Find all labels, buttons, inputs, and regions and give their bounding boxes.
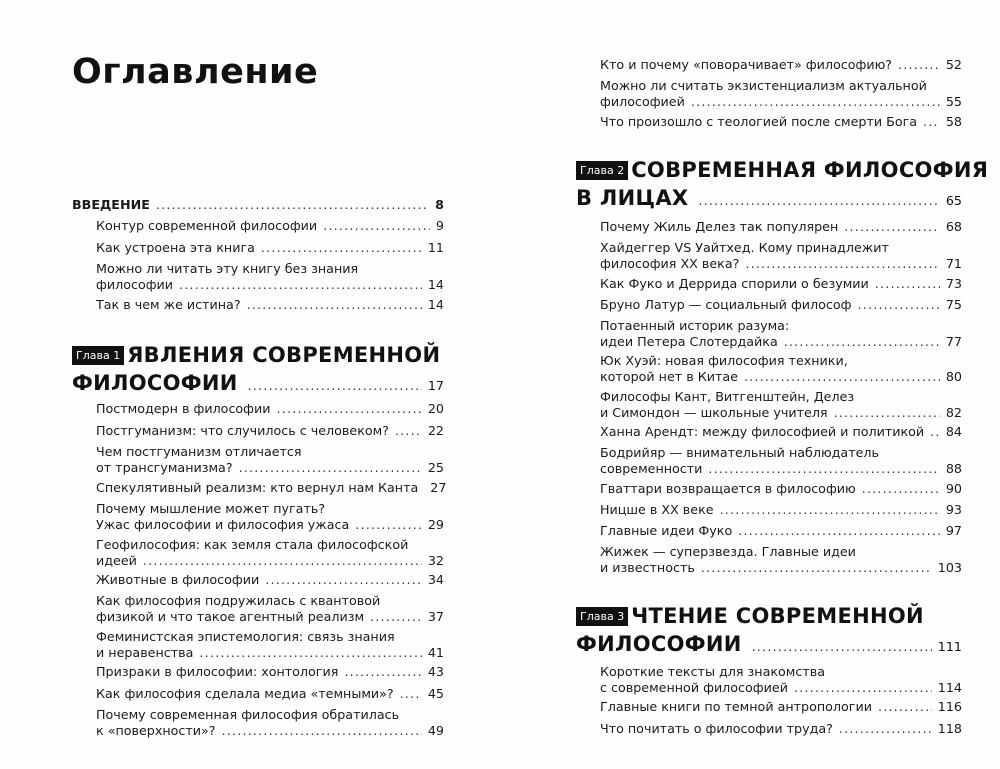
entry-title-line: Феминистская эпистемология: связь знания	[96, 629, 395, 644]
leader-dots	[179, 277, 422, 293]
entry-title-line: и неравенства	[96, 644, 194, 660]
leader-dots	[858, 297, 940, 313]
page-number: 93	[945, 502, 962, 517]
leader-dots	[222, 723, 422, 739]
chapter-title-text: В ЛИЦАХ	[576, 186, 689, 210]
leader-dots	[143, 553, 422, 569]
leader-dots	[199, 645, 421, 661]
toc-entry[interactable]	[96, 218, 444, 234]
page-number: 77	[945, 333, 962, 349]
page-number: 111	[937, 639, 962, 654]
page-number: 14	[427, 297, 444, 312]
toc-entry[interactable]	[96, 572, 444, 588]
page-number: 43	[427, 664, 444, 679]
toc-entry[interactable]	[600, 276, 962, 292]
entry-title-line: Контур современной философии	[96, 218, 318, 233]
leader-dots	[355, 517, 422, 533]
entry-title-line: Постмодерн в философии	[96, 401, 271, 416]
entry-title-line: Гваттари возвращается в философию	[600, 481, 856, 496]
page-number: 37	[427, 608, 444, 624]
entry-title-line: философии	[96, 276, 174, 292]
page-number: 71	[945, 255, 962, 271]
entry-title-line: Как устроена эта книга	[96, 240, 255, 255]
page-number: 14	[427, 276, 444, 292]
chapter-title-text: ФИЛОСОФИИ	[72, 371, 238, 395]
entry-title-line: Так в чем же истина?	[96, 297, 241, 312]
toc-entry[interactable]	[600, 219, 962, 235]
toc-entry[interactable]	[600, 318, 962, 349]
entry-title-line: Что произошло с теологией после смерти Бога	[600, 114, 918, 129]
chapter-title-text: ФИЛОСОФИИ	[576, 632, 742, 656]
entry-title-line: Бодрийяр — внимательный наблюдатель	[600, 445, 879, 460]
page-number: 45	[427, 686, 444, 701]
chapter-badge: Глава 2	[576, 161, 628, 180]
page-number: 17	[427, 378, 444, 393]
page-number: 75	[945, 297, 962, 312]
leader-dots	[708, 461, 939, 477]
page-number: 41	[427, 644, 444, 660]
leader-dots	[744, 369, 940, 385]
entry-title-line: Что почитать о философии труда?	[600, 721, 833, 736]
toc-entry[interactable]	[96, 537, 444, 568]
page-number: 103	[937, 559, 962, 575]
leader-dots	[247, 297, 422, 313]
page-number: 88	[945, 460, 962, 476]
toc-entry-intro[interactable]	[72, 197, 444, 213]
toc-entry[interactable]	[96, 444, 444, 475]
toc-entry[interactable]	[96, 686, 444, 702]
entry-title-line: физикой и что такое агентный реализм	[96, 608, 365, 624]
leader-dots	[277, 401, 422, 417]
entry-title-line: Кто и почему «поворачивает» философию?	[600, 57, 893, 72]
toc-entry[interactable]	[96, 629, 444, 660]
leader-dots	[862, 481, 940, 497]
leader-dots	[752, 639, 932, 654]
chapter-title-text: СОВРЕМЕННАЯ ФИЛОСОФИЯ	[631, 158, 989, 182]
page-number: 34	[427, 572, 444, 587]
leader-dots	[720, 502, 940, 518]
entry-title-line: Как Фуко и Деррида спорили о безумии	[600, 276, 869, 291]
chapter-heading-2[interactable]	[576, 156, 989, 212]
toc-entry[interactable]	[600, 57, 962, 73]
page-number: 27	[430, 480, 447, 495]
entry-title-line: Ницше в XX веке	[600, 502, 714, 517]
leader-dots	[344, 664, 421, 680]
leader-dots	[691, 94, 940, 110]
entry-title-line: к «поверхности»?	[96, 722, 216, 738]
entry-title: ВВЕДЕНИЕ	[72, 197, 150, 212]
leader-dots	[834, 405, 940, 421]
leader-dots	[930, 424, 940, 440]
entry-title-line: Философы Кант, Витгенштейн, Делез	[600, 389, 855, 404]
page-number: 73	[945, 276, 962, 291]
leader-dots	[745, 256, 940, 272]
leader-dots	[370, 609, 422, 625]
entry-title-line: современности	[600, 460, 703, 476]
entry-title-line: Почему Жиль Делез так популярен	[600, 219, 839, 234]
chapter-title-text: ЯВЛЕНИЯ СОВРЕМЕННОЙ	[127, 343, 441, 367]
leader-dots	[784, 334, 940, 350]
toc-entry[interactable]	[96, 240, 444, 256]
entry-title-line: Почему современная философия обратилась	[96, 707, 400, 722]
page-number: 114	[937, 679, 962, 695]
toc-entry[interactable]	[600, 78, 962, 109]
entry-title-line: Можно ли читать эту книгу без знания	[96, 261, 359, 276]
toc-entry[interactable]	[96, 261, 444, 292]
entry-title-line: с современной философией	[600, 679, 788, 695]
entry-title-line: от трансгуманизма?	[96, 459, 233, 475]
entry-title-line: философия XX века?	[600, 255, 740, 271]
toc-entry[interactable]	[600, 502, 962, 518]
page-number: 8	[435, 197, 444, 212]
page-number: 82	[945, 404, 962, 420]
entry-title-line: Призраки в философии: хонтология	[96, 664, 339, 679]
page-number: 52	[945, 57, 962, 72]
page-number: 65	[945, 193, 962, 208]
leader-dots	[794, 680, 932, 696]
page-number: 118	[937, 721, 962, 736]
toc-entry[interactable]	[96, 593, 444, 624]
toc-entry[interactable]	[96, 423, 444, 439]
entry-title-line: Главные книги по темной антропологии	[600, 699, 872, 714]
leader-dots	[248, 378, 422, 393]
page-number: 116	[937, 699, 962, 714]
toc-entry[interactable]	[96, 401, 444, 417]
leader-dots	[698, 193, 939, 208]
toc-entry[interactable]	[600, 523, 962, 539]
page-number: 22	[427, 423, 444, 438]
leader-dots	[898, 57, 940, 73]
entry-title-line: идеей	[96, 552, 137, 568]
entry-title-line: Животные в философии	[96, 572, 260, 587]
leader-dots	[701, 560, 932, 576]
toc-entry[interactable]	[96, 664, 444, 680]
entry-title-line: Ханна Арендт: между философией и политикой	[600, 424, 925, 439]
page-number: 9	[435, 218, 444, 233]
entry-title-line: Геофилософия: как земля стала философской	[96, 537, 409, 552]
page-number: 32	[427, 552, 444, 568]
entry-title-line: и Симондон — школьные учителя	[600, 404, 828, 420]
entry-title-line: Юк Хуэй: новая философия техники,	[600, 353, 848, 368]
page-number: 49	[427, 722, 444, 738]
page-number: 80	[945, 368, 962, 384]
entry-title-line: Главные идеи Фуко	[600, 523, 733, 538]
page-title: Оглавление	[72, 52, 319, 92]
page-number: 20	[427, 401, 444, 416]
leader-dots	[875, 276, 940, 292]
entry-title-line: которой нет в Китае	[600, 368, 738, 384]
entry-title-line: идеи Петера Слотердайка	[600, 333, 778, 349]
chapter-title-line	[576, 156, 989, 184]
toc-entry[interactable]	[96, 480, 447, 496]
leader-dots	[844, 219, 940, 235]
entry-title-line: философией	[600, 93, 685, 109]
leader-dots	[839, 721, 932, 737]
toc-entry[interactable]	[600, 240, 962, 271]
leader-dots	[239, 460, 422, 476]
entry-title-line: и известность	[600, 559, 695, 575]
page-number: 11	[427, 240, 444, 255]
page-number: 84	[945, 424, 962, 439]
toc-entry[interactable]	[600, 424, 962, 440]
page-number: 29	[427, 516, 444, 532]
entry-title-line: Постгуманизм: что случилось с человеком?	[96, 423, 389, 438]
toc-entry[interactable]	[600, 114, 962, 130]
toc-entry[interactable]	[96, 501, 444, 532]
page-number: 58	[945, 114, 962, 129]
chapter-badge: Глава 3	[576, 607, 628, 626]
toc-entry[interactable]	[600, 297, 962, 313]
chapter-title-line	[72, 341, 444, 369]
toc-entry[interactable]	[600, 445, 962, 476]
leader-dots	[261, 240, 422, 256]
page-number: 25	[427, 459, 444, 475]
toc-entry[interactable]	[96, 707, 444, 738]
toc-entry[interactable]	[600, 544, 962, 575]
entry-title-line: Можно ли считать экзистенциализм актуальной	[600, 78, 927, 93]
entry-title-line: Как философия сделала медиа «темными»?	[96, 686, 394, 701]
chapter-title-text: ЧТЕНИЕ СОВРЕМЕННОЙ	[631, 604, 924, 628]
page-number: 68	[945, 219, 962, 234]
chapter-title-line	[576, 602, 962, 630]
page-number: 97	[945, 523, 962, 538]
entry-title-line: Ужас философии и философия ужаса	[96, 516, 350, 532]
leader-dots	[156, 197, 429, 213]
entry-title-line: Спекулятивный реализм: кто вернул нам Канта	[96, 480, 419, 495]
toc-entry[interactable]	[600, 481, 962, 497]
toc-entry[interactable]	[600, 664, 962, 695]
entry-title-line: Жижек — суперзвезда. Главные идеи	[600, 544, 856, 559]
leader-dots	[738, 523, 940, 539]
leader-dots	[878, 699, 932, 715]
entry-title-line: Хайдеггер VS Уайтхед. Кому принадлежит	[600, 240, 889, 255]
toc-entry[interactable]	[96, 297, 444, 313]
page-number: 55	[945, 93, 962, 109]
toc-entry[interactable]	[600, 721, 962, 737]
page-number: 90	[945, 481, 962, 496]
entry-title-line: Потаенный историк разума:	[600, 318, 790, 333]
leader-dots	[923, 114, 940, 130]
entry-title-line: Как философия подружилась с квантовой	[96, 593, 381, 608]
chapter-heading-3[interactable]	[576, 602, 962, 658]
leader-dots	[323, 218, 430, 234]
chapter-heading-1[interactable]	[72, 341, 444, 397]
entry-title-line: Почему мышление может пугать?	[96, 501, 326, 516]
chapter-badge: Глава 1	[72, 346, 124, 365]
entry-title-line: Короткие тексты для знакомства	[600, 664, 825, 679]
toc-entry[interactable]	[600, 699, 962, 715]
leader-dots	[395, 423, 422, 439]
entry-title-line: Бруно Латур — социальный философ	[600, 297, 852, 312]
leader-dots	[265, 572, 422, 588]
toc-entry[interactable]	[600, 353, 962, 384]
entry-title-line: Чем постгуманизм отличается	[96, 444, 302, 459]
toc-entry[interactable]	[600, 389, 962, 420]
leader-dots	[400, 686, 422, 702]
